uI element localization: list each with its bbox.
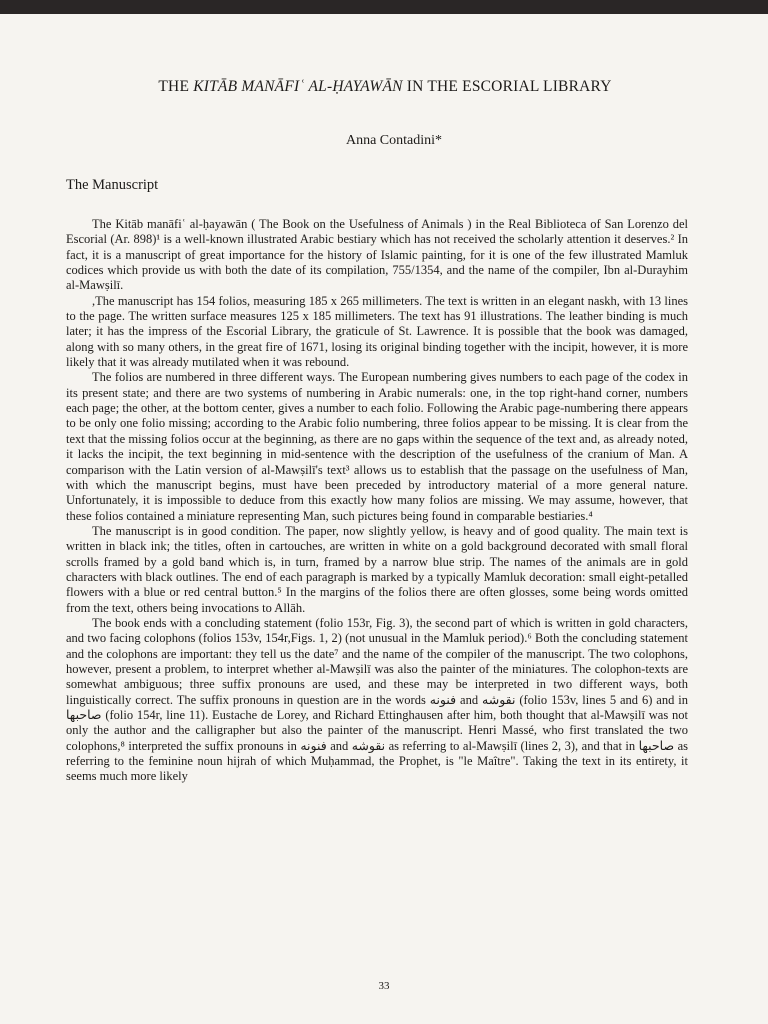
title-italic: KITĀB MANĀFIʿ AL-ḤAYAWĀN: [193, 78, 403, 95]
title-prefix: THE: [158, 78, 194, 95]
title-suffix: IN THE ESCORIAL LIBRARY: [402, 78, 612, 95]
article-title: [40, 78, 730, 96]
paragraph-4: The manuscript is in good condition. The paper, now slightly yellow, is heavy and of good quality. The main text is written in black ink; the titles, often in cartouches, are written in white on a gold background decorated with small floral scrolls framed by a gold band which is, in turn, framed by a narrow blue strip. The names of the animals are in gold characters with black outlines. The end of each paragraph is marked by a typically Mamluk decoration: small eight-petalled flowers with a blue or red central button.⁵ In the margins of the folios there are often glosses, some being words omitted from the text, others being invocations to Allāh.: [66, 523, 688, 615]
paragraph-2: ,The manuscript has 154 folios, measuring 185 x 265 millimeters. The text is written in an elegant naskh, with 13 lines to the page. The written surface measures 125 x 185 millimeters. The text has 91 illustrations. The leather binding is much later; it has the impress of the Escorial Library, the graticule of St. Lawrence. It is possible that the book was damaged, along with so many others, in the great fire of 1671, losing its original binding together with the incipit, however, it is more likely that it was already mutilated when it was rebound.: [66, 293, 688, 370]
page-number: 33: [378, 980, 390, 992]
page-top-edge: [0, 0, 768, 14]
paragraph-5: The book ends with a concluding statement (folio 153r, Fig. 3), the second part of which is written in gold characters, and two facing colophons (folios 153v, 154r,Figs. 1, 2) (not unusual in the Mamluk period).⁶ Both the concluding statement and the colophons are important: they tell us the date⁷ and the name of the compiler of the manuscript. The two colophons, however, present a problem, to interpret whether al-Mawṣilī was also the painter of the miniatures. The colophon-texts are somewhat ambiguous; three suffix pronouns are used, and these may be interpreted in two different ways, both linguistically correct. The suffix pronouns in question are in the words فنونه and نقوشه (folio 153v, lines 5 and 6) and in صاحبها (folio 154r, line 11). Eustache de Lorey, and Richard Ettinghausen after him, both thought that al-Mawṣilī was not only the author and the calligrapher but also the painter of the manuscript. Henri Massé, who first translated the two colophons,⁸ interpreted the suffix pronouns in فنونه and نقوشه as referring to al-Mawṣilī (lines 2, 3), and that in صاحبها as referring to the feminine noun hijrah of which Muḥammad, the Prophet, is "le Maître". Taking the text in its entirety, it seems much more likely: [66, 615, 688, 784]
section-heading: The Manuscript: [66, 177, 159, 193]
article-body: [66, 217, 688, 785]
paragraph-1: The Kitāb manāfiʿ al-ḥayawān ( The Book on the Usefulness of Animals ) in the Real Biblioteca of San Lorenzo del Escorial (Ar. 898)¹ is a well-known illustrated Arabic bestiary which has not received the scholarly attention it deserves.² In fact, it is a manuscript of great importance for the history of Islamic painting, for it is one of the few illustrated Mamluk codices which provide us with both the date of its compilation, 755/1354, and the name of the compiler, Ibn al-Durayhim al-Mawṣilī.: [66, 217, 688, 293]
author-name: Anna Contadini*: [345, 133, 443, 148]
paragraph-3: The folios are numbered in three different ways. The European numbering gives numbers to each page of the codex in its present state; and there are two systems of numbering in Arabic numerals: one, in the top right-hand corner, numbers each page; the other, at the bottom center, gives a number to each folio. Following the Arabic page-numbering there appears to be only one folio missing; according to the Arabic folio numbering, three folios appear to be missing. It is clear from the text that the missing folios occur at the beginning, as there are no gaps within the sequence of the text and, as already noted, it lacks the incipit, the text beginning in mid-sentence with the description of the usefulness of the cranium of Man. A comparison with the Latin version of al-Mawṣilī's text³ allows us to establish that the passage on the usefulness of Man, with which the manuscript begins, must have been preceded by introductory material of a more general nature. Unfortunately, it is impossible to deduce from this exactly how many folios are missing. We may assume, however, that these folios contained a miniature representing Man, such pictures being found in comparable bestiaries.⁴: [66, 370, 688, 523]
